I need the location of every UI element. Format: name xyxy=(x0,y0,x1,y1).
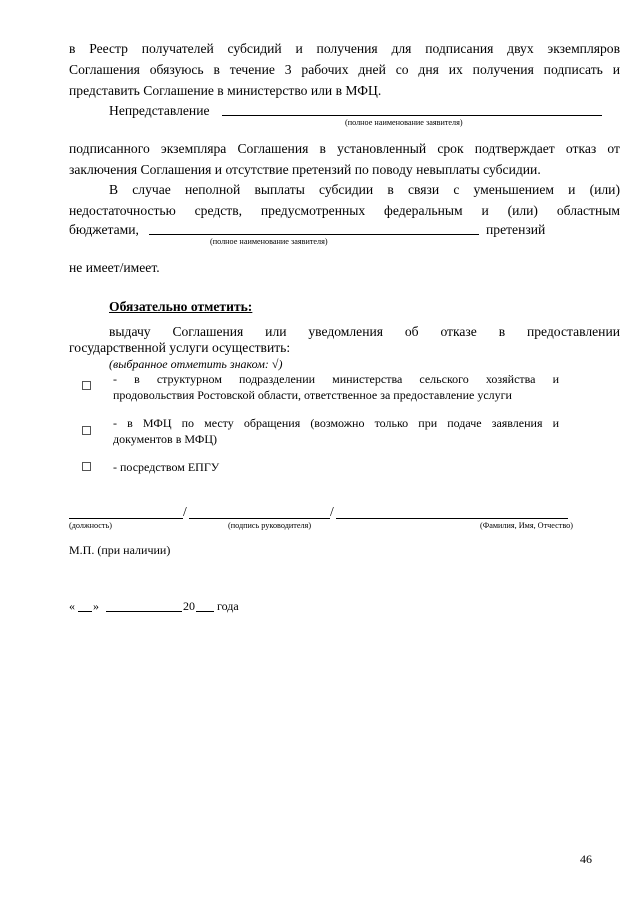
mandatory-text-1: выдачу Соглашения или уведомления об отказе в предоставлении xyxy=(109,324,620,339)
full-name-caption: (Фамилия, Имя, Отчество) xyxy=(480,521,573,530)
applicant-name-line[interactable] xyxy=(222,114,602,116)
stamp-label: М.П. (при наличии) xyxy=(69,543,171,557)
selection-hint: (выбранное отметить знаком: √) xyxy=(109,357,283,371)
full-name-line[interactable] xyxy=(336,517,568,519)
nonsubmission-label: Непредставление xyxy=(109,103,210,118)
signature-caption: (подпись руководителя) xyxy=(228,521,312,530)
date-year-prefix: 20 xyxy=(183,599,195,613)
mandatory-heading: Обязательно отметить: xyxy=(109,299,253,314)
date-month-line[interactable] xyxy=(106,610,182,612)
page-number: 46 xyxy=(580,852,592,866)
option-epgu-checkbox[interactable] xyxy=(82,462,91,471)
budgets-label: бюджетами, xyxy=(69,222,139,237)
applicant-name-line-2[interactable] xyxy=(149,233,479,235)
option-epgu-text: - посредством ЕПГУ xyxy=(113,460,220,474)
mandatory-text-2: государственной услуги осуществить: xyxy=(69,340,291,355)
applicant-name-caption: (полное наименование заявителя) xyxy=(345,118,463,127)
separator-1: / xyxy=(183,504,187,519)
option-ministry-checkbox[interactable] xyxy=(82,381,91,390)
option-ministry-text: - в структурном подразделении министерства сельского хозяйства и продовольствия Ростовской области, ответственное за предоставление услуги xyxy=(113,372,559,402)
position-caption: (должность) xyxy=(69,521,112,530)
claims-label: претензий xyxy=(486,222,546,237)
paragraph-refusal: подписанного экземпляра Соглашения в установленный срок подтверждает отказ от заключения Соглашения и отсутствие претензий по поводу невыплаты субсидии. xyxy=(69,141,620,177)
date-day-line[interactable] xyxy=(78,610,92,612)
paragraph-partial-payment-2: недостаточностью средств, предусмотренных федеральным и (или) областным xyxy=(69,203,620,218)
claims-status: не имеет/имеет. xyxy=(69,260,160,275)
option-mfc-text: - в МФЦ по месту обращения (возможно только при подаче заявления и документов в МФЦ) xyxy=(113,416,559,446)
date-year-suffix: года xyxy=(217,599,239,613)
applicant-name-caption-2: (полное наименование заявителя) xyxy=(210,237,328,246)
date-close-quote: » xyxy=(93,599,99,613)
paragraph-agreement-signing: в Реестр получателей субсидий и получения для подписания двух экземпляров Соглашения обязуюсь в течение 3 рабочих дней со дня их получения подписать и представить Соглашение в министерство или в МФЦ. xyxy=(69,41,620,98)
paragraph-partial-payment-1: В случае неполной выплаты субсидии в связи с уменьшением и (или) xyxy=(109,182,620,197)
option-mfc-checkbox[interactable] xyxy=(82,426,91,435)
separator-2: / xyxy=(330,504,334,519)
position-line[interactable] xyxy=(69,517,183,519)
date-year-line[interactable] xyxy=(196,610,214,612)
signature-line[interactable] xyxy=(189,517,330,519)
date-open-quote: « xyxy=(69,599,75,613)
